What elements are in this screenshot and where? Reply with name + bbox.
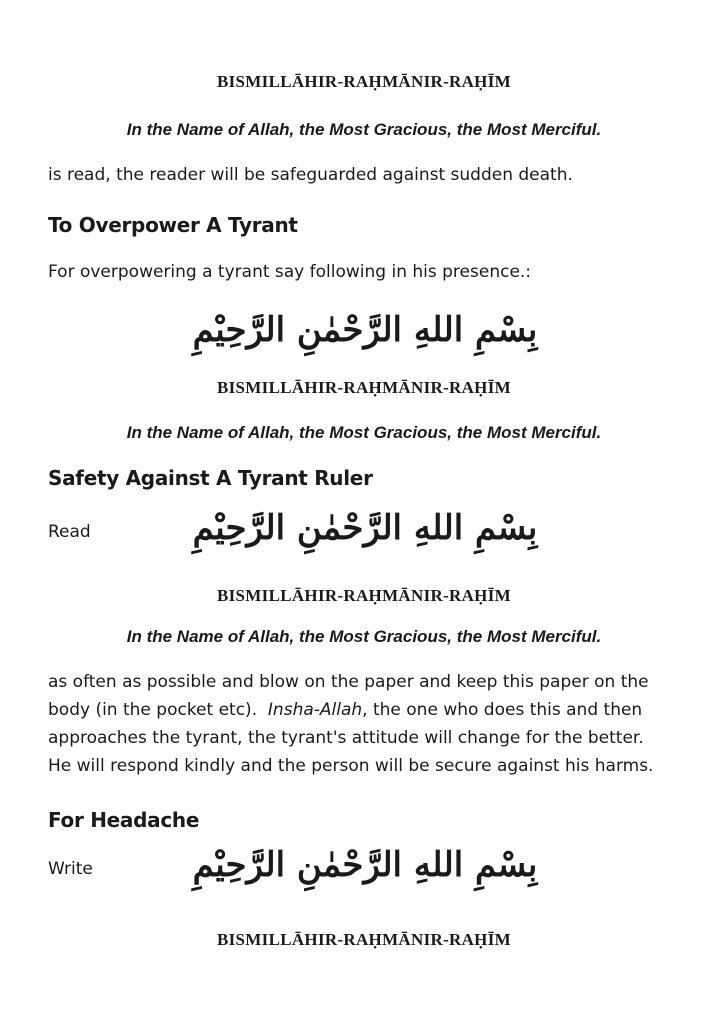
heading-safety-tyrant-ruler: Safety Against A Tyrant Ruler: [48, 466, 373, 490]
para-line: [48, 696, 684, 724]
basmala-meaning: In the Name of Allah, the Most Gracious, the Most Merciful.: [126, 423, 602, 442]
safety-paragraph: [48, 668, 684, 780]
heading-headache: For Headache: [48, 808, 200, 832]
para-segment: body (in the pocket etc).: [48, 700, 258, 720]
intro-line: is read, the reader will be safeguarded against sudden death.: [48, 165, 573, 185]
basmala-transliteration: BISMILLĀHIR-RAḤMĀNIR-RAḤĪM: [217, 72, 511, 91]
read-label: Read: [48, 522, 91, 542]
write-label: Write: [48, 859, 93, 879]
para-line: as often as possible and blow on the paper and keep this paper on the: [48, 672, 649, 692]
basmala-arabic: بِسْمِ اللهِ الرَّحْمٰنِ الرَّحِيْمِ: [192, 508, 538, 548]
para-line: approaches the tyrant, the tyrant's attitude will change for the better.: [48, 728, 644, 748]
basmala-arabic: بِسْمِ اللهِ الرَّحْمٰنِ الرَّحِيْمِ: [192, 845, 538, 885]
basmala-transliteration: BISMILLĀHIR-RAḤMĀNIR-RAḤĪM: [217, 586, 511, 605]
tyrant-instruction: For overpowering a tyrant say following in his presence.:: [48, 262, 532, 282]
basmala-arabic: بِسْمِ اللهِ الرَّحْمٰنِ الرَّحِيْمِ: [192, 310, 538, 350]
heading-overpower-tyrant: To Overpower A Tyrant: [48, 213, 298, 237]
basmala-meaning: In the Name of Allah, the Most Gracious, the Most Merciful.: [126, 627, 602, 646]
basmala-transliteration: BISMILLĀHIR-RAḤMĀNIR-RAḤĪM: [217, 378, 511, 397]
basmala-meaning: In the Name of Allah, the Most Gracious, the Most Merciful.: [126, 120, 602, 139]
para-segment: , the one who does this and then: [362, 700, 643, 720]
basmala-transliteration: BISMILLĀHIR-RAḤMĀNIR-RAḤĪM: [217, 930, 511, 949]
para-line: He will respond kindly and the person will be secure against his harms.: [48, 756, 654, 776]
insha-allah-phrase: Insha-Allah: [267, 700, 363, 720]
